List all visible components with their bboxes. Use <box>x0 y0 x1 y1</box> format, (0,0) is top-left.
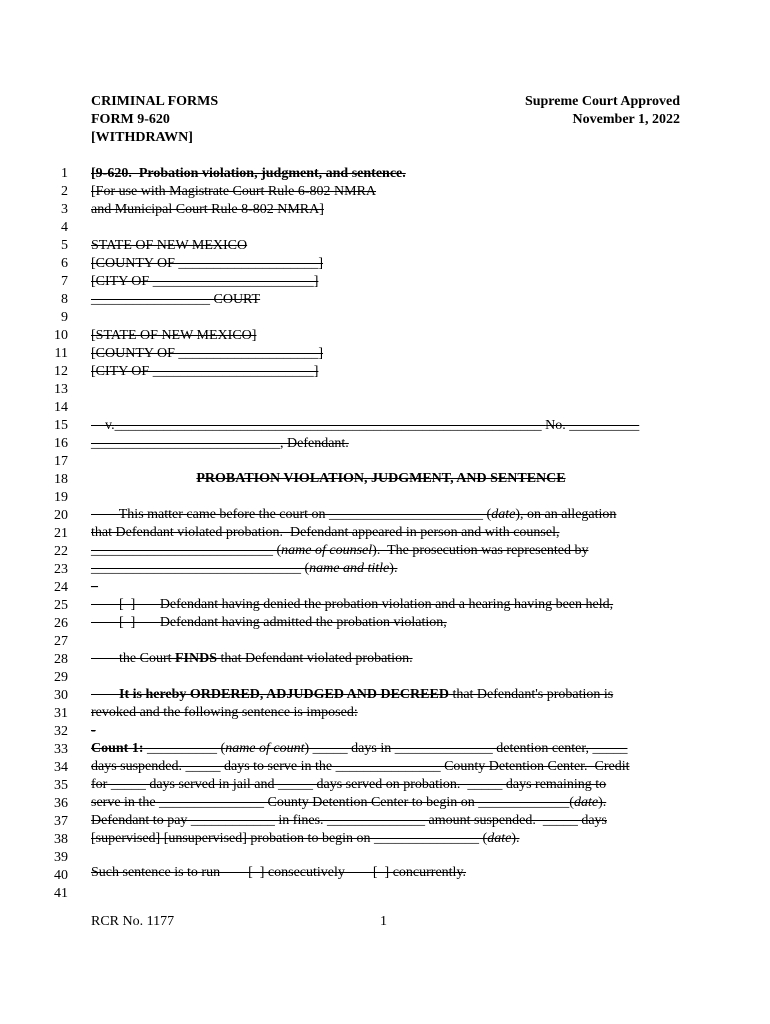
line-number: 27 <box>54 634 68 649</box>
line-2: [For use with Magistrate Court Rule 6-802 NMRA <box>91 184 377 199</box>
line-number: 41 <box>54 886 68 901</box>
line-34: days suspended. _____ days to serve in the _______________ County Detention Center. Credit <box>91 759 630 774</box>
line-7: [CITY OF _______________________] <box>91 274 319 289</box>
line-number: 2 <box>61 184 68 199</box>
line-number: 29 <box>54 670 68 685</box>
line-number: 35 <box>54 778 68 793</box>
line-36: serve in the _______________ County Detention Center to begin on _____________(date). <box>91 795 607 810</box>
line-number: 16 <box>54 436 68 451</box>
line-number: 30 <box>54 688 68 703</box>
line-14: v._____________________________________________________________ No. __________ <box>105 418 640 433</box>
line-number: 8 <box>61 292 68 307</box>
line-24: – <box>91 579 98 594</box>
line-8: _________________ COURT <box>91 292 261 307</box>
line-35: for _____ days served in jail and _____ days served on probation. _____ days remaining to <box>91 777 607 792</box>
line-number: 15 <box>54 418 68 433</box>
line-12: [CITY OF _______________________] <box>91 364 319 379</box>
line-number: 11 <box>54 346 68 361</box>
line-number: 37 <box>54 814 68 829</box>
approval-label: Supreme Court Approved <box>524 94 680 109</box>
line-21: that Defendant violated probation. Defendant appeared in person and with counsel, <box>91 525 560 540</box>
line-number: 18 <box>54 472 68 487</box>
line-number: 38 <box>54 832 68 847</box>
page-number: 1 <box>380 914 387 929</box>
form-number: FORM 9-620 <box>91 112 170 127</box>
approval-date: November 1, 2022 <box>572 112 680 127</box>
form-title: PROBATION VIOLATION, JUDGMENT, AND SENTENCE <box>196 471 566 486</box>
line-11: [COUNTY OF ____________________] <box>91 346 324 361</box>
line-32: - <box>91 723 96 738</box>
line-1: [9-620. Probation violation, judgment, and sentence. <box>91 166 406 181</box>
line-number: 17 <box>54 454 68 469</box>
line-number: 34 <box>54 760 68 775</box>
line-number: 13 <box>54 382 68 397</box>
line-number: 9 <box>61 310 68 325</box>
line-20: This matter came before the court on ______________________ (date), on an allegation <box>91 507 617 522</box>
line-number: 12 <box>54 364 68 379</box>
line-26: [ ] Defendant having admitted the probation violation, <box>91 615 447 630</box>
line-10: [STATE OF NEW MEXICO] <box>91 328 257 343</box>
form-header-right <box>525 93 680 129</box>
line-6: [COUNTY OF ____________________] <box>91 256 324 271</box>
line-number: 5 <box>61 238 68 253</box>
line-31: revoked and the following sentence is imposed: <box>91 705 358 720</box>
line-number: 3 <box>61 202 68 217</box>
line-number: 33 <box>54 742 68 757</box>
versus-label: v. <box>105 418 115 433</box>
line-number: 28 <box>54 652 68 667</box>
line-number: 31 <box>54 706 68 721</box>
line-28: the Court FINDS that Defendant violated probation. <box>91 651 413 666</box>
line-number: 23 <box>54 562 68 577</box>
line-number: 4 <box>61 220 68 235</box>
line-number: 6 <box>61 256 68 271</box>
line-number: 24 <box>54 580 68 595</box>
line-number: 32 <box>54 724 68 739</box>
line-number: 21 <box>54 526 68 541</box>
line-number: 19 <box>54 490 68 505</box>
line-number: 22 <box>54 544 68 559</box>
line-number: 36 <box>54 796 68 811</box>
line-38: [supervised] [unsupervised] probation to begin on _______________ (date). <box>91 831 520 846</box>
line-5: STATE OF NEW MEXICO <box>91 238 248 253</box>
line-30: It is hereby ORDERED, ADJUDGED AND DECREED that Defendant's probation is <box>91 687 614 702</box>
form-status: [WITHDRAWN] <box>91 130 193 145</box>
line-number: 20 <box>54 508 68 523</box>
line-16: ___________________________, Defendant. <box>91 436 349 451</box>
footer-rule-number: RCR No. 1177 <box>91 914 175 929</box>
case-number: No. __________ <box>545 418 640 433</box>
line-number: 7 <box>61 274 68 289</box>
line-number: 26 <box>54 616 68 631</box>
line-22: __________________________ (name of counsel). The prosecution was represented by <box>91 543 589 558</box>
line-number: 40 <box>54 868 68 883</box>
line-3: and Municipal Court Rule 8-802 NMRA] <box>91 202 324 217</box>
line-37: Defendant to pay ____________ in fines. ______________ amount suspended. _____ days <box>91 813 607 828</box>
line-33: Count 1: __________ (name of count) _____ days in ______________ detention center, _____ <box>91 741 628 756</box>
form-header-left <box>91 93 218 147</box>
line-number: 25 <box>54 598 68 613</box>
line-25: [ ] Defendant having denied the probation violation and a hearing having been held, <box>91 597 614 612</box>
line-23: ______________________________ (name and title). <box>91 561 398 576</box>
line-40: Such sentence is to run [ ] consecutively [ ] concurrently. <box>91 865 467 880</box>
line-number: 14 <box>54 400 68 415</box>
form-category: CRIMINAL FORMS <box>91 94 219 109</box>
line-number: 10 <box>54 328 68 343</box>
line-number: 1 <box>61 166 68 181</box>
line-number: 39 <box>54 850 68 865</box>
